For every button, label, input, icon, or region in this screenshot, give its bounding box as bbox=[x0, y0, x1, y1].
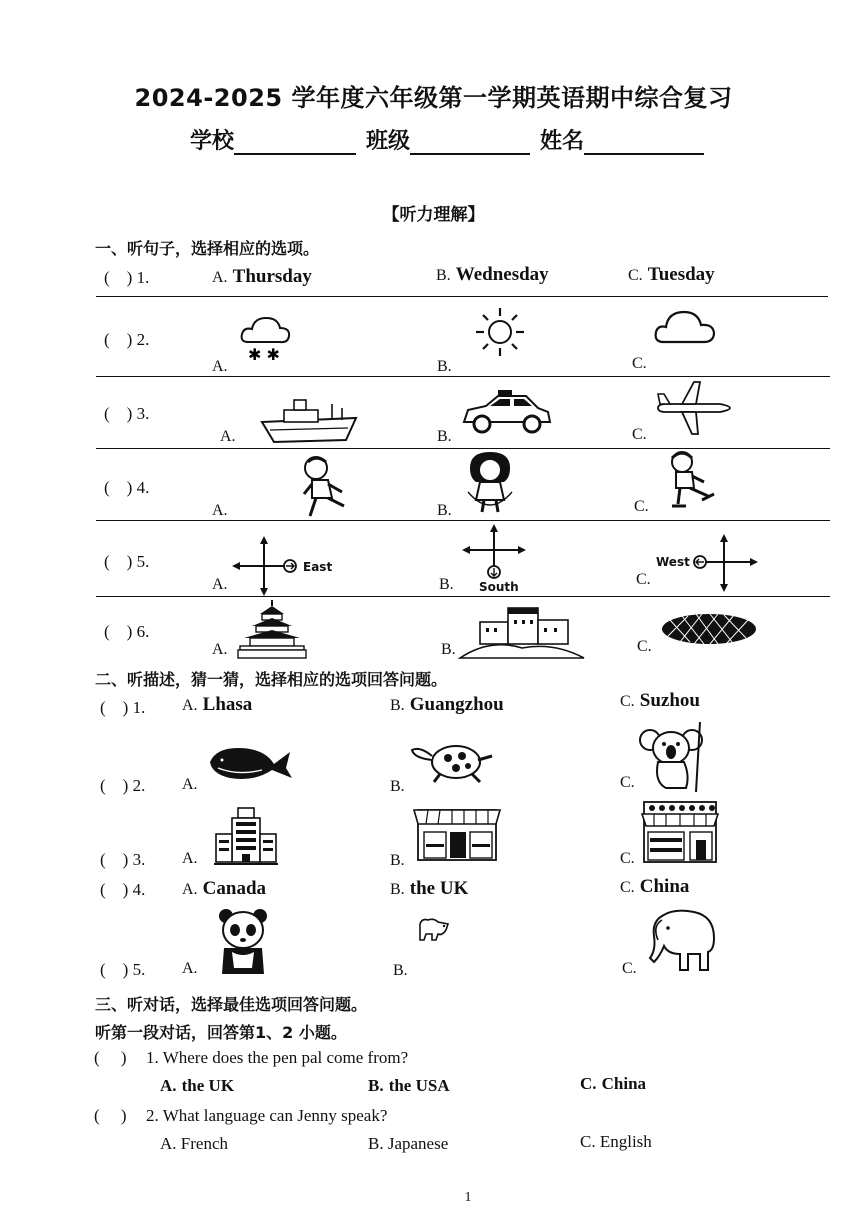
answer-paren: ( ) 2. bbox=[104, 330, 150, 349]
option-a-letter: A. bbox=[212, 502, 228, 519]
west-label: West bbox=[656, 555, 690, 569]
option-a-letter: A. bbox=[212, 576, 228, 593]
answer-paren: ( ) bbox=[94, 1106, 127, 1125]
option-c-letter: C. bbox=[622, 960, 637, 977]
option-b-letter: B. bbox=[437, 428, 452, 445]
south-label: South bbox=[479, 580, 519, 594]
option-b-letter: B. bbox=[441, 641, 456, 658]
skating-girl-icon bbox=[664, 450, 718, 508]
option-b-letter: B. bbox=[437, 358, 452, 375]
compass-east-icon bbox=[232, 536, 296, 596]
answer-paren: ( ) 4. bbox=[104, 478, 150, 497]
store-front-icon bbox=[640, 800, 720, 864]
row-divider bbox=[96, 448, 830, 449]
birds-nest-stadium-icon bbox=[660, 612, 758, 646]
class-label: 班级 bbox=[366, 129, 411, 154]
svg-text:✱ ✱: ✱ ✱ bbox=[248, 345, 280, 364]
option-c: C. Tuesday bbox=[628, 264, 715, 285]
page-number: 1 bbox=[464, 1190, 472, 1205]
row-divider bbox=[96, 296, 828, 297]
sun-icon bbox=[474, 306, 526, 358]
option-c-letter: C. bbox=[632, 355, 647, 372]
question-text: 1. Where does the pen pal come from? bbox=[146, 1048, 409, 1067]
option-c-letter: C. bbox=[634, 498, 649, 515]
option-a-letter: A. bbox=[182, 776, 198, 793]
answer-paren: ( ) 5. bbox=[100, 960, 146, 979]
option-c: C. China bbox=[580, 1074, 647, 1093]
option-b: B. the UK bbox=[390, 878, 469, 899]
taxi-icon bbox=[460, 388, 552, 438]
part2-instruction: 二、听描述，猜一猜，选择相应的选项回答问题。 bbox=[95, 670, 448, 689]
answer-paren: ( ) 3. bbox=[100, 850, 146, 869]
running-boy-icon bbox=[298, 454, 350, 518]
polar-bear-icon bbox=[416, 916, 452, 942]
option-c: C. China bbox=[620, 876, 690, 897]
option-c: C. Suzhou bbox=[620, 690, 700, 711]
option-c-letter: C. bbox=[636, 571, 651, 588]
option-c: C. English bbox=[580, 1132, 652, 1151]
option-c-letter: C. bbox=[632, 426, 647, 443]
part3-subinstruction: 听第一段对话，回答第1、2 小题。 bbox=[95, 1023, 347, 1042]
option-a: A. French bbox=[160, 1134, 228, 1153]
row-divider bbox=[96, 520, 830, 521]
row-divider bbox=[96, 376, 830, 377]
option-b-letter: B. bbox=[393, 962, 408, 979]
option-c-letter: C. bbox=[620, 850, 635, 867]
option-a-letter: A. bbox=[182, 850, 198, 867]
option-b-letter: B. bbox=[390, 852, 405, 869]
listening-heading: 【听力理解】 bbox=[382, 205, 485, 225]
temple-of-heaven-icon bbox=[238, 600, 306, 660]
panda-icon bbox=[218, 908, 268, 976]
snow-cloud-icon bbox=[240, 312, 292, 362]
east-label: East bbox=[303, 560, 333, 574]
answer-paren: ( ) 1. bbox=[100, 698, 146, 717]
whale-icon bbox=[208, 740, 294, 784]
option-b-letter: B. bbox=[437, 502, 452, 519]
page-title: 2024-2025 学年度六年级第一学期英语期中综合复习 bbox=[134, 84, 733, 112]
part1-instruction: 一、听句子，选择相应的选项。 bbox=[95, 239, 320, 258]
ship-icon bbox=[260, 396, 358, 446]
hospital-building-icon bbox=[214, 806, 278, 866]
shop-icon bbox=[414, 804, 500, 862]
name-label: 姓名 bbox=[540, 129, 585, 154]
option-c-letter: C. bbox=[620, 774, 635, 791]
school-label: 学校 bbox=[190, 129, 235, 154]
answer-paren: ( ) 3. bbox=[104, 404, 150, 423]
option-a-letter: A. bbox=[212, 641, 228, 658]
compass-south-icon bbox=[462, 524, 526, 582]
answer-paren: ( ) 1. bbox=[104, 268, 150, 287]
answer-paren: ( ) 2. bbox=[100, 776, 146, 795]
answer-paren: ( ) 5. bbox=[104, 552, 150, 571]
option-a: A. Canada bbox=[182, 878, 267, 899]
jumping-girl-icon bbox=[464, 452, 516, 514]
cloud-icon bbox=[654, 306, 716, 348]
class-blank bbox=[410, 131, 530, 155]
elephant-icon bbox=[644, 906, 716, 974]
school-blank bbox=[234, 131, 356, 155]
option-b: B. the USA bbox=[368, 1076, 450, 1095]
option-a-letter: A. bbox=[220, 428, 236, 445]
option-a: A. the UK bbox=[160, 1076, 235, 1095]
answer-paren: ( ) bbox=[94, 1048, 127, 1067]
option-a: A. Thursday bbox=[212, 266, 312, 287]
option-a-letter: A. bbox=[212, 358, 228, 375]
option-b: B. Guangzhou bbox=[390, 694, 504, 715]
potala-palace-icon bbox=[460, 602, 584, 660]
answer-paren: ( ) 6. bbox=[104, 622, 150, 641]
name-blank bbox=[584, 131, 704, 155]
airplane-icon bbox=[656, 380, 732, 436]
part3-instruction: 三、听对话，选择最佳选项回答问题。 bbox=[95, 995, 368, 1014]
option-a-letter: A. bbox=[182, 960, 198, 977]
row-divider bbox=[96, 596, 830, 597]
answer-paren: ( ) 4. bbox=[100, 880, 146, 899]
option-b-letter: B. bbox=[390, 778, 405, 795]
turtle-icon bbox=[410, 738, 496, 784]
koala-icon bbox=[640, 722, 706, 792]
option-c-letter: C. bbox=[637, 638, 652, 655]
student-info-line bbox=[190, 124, 714, 155]
question-text: 2. What language can Jenny speak? bbox=[146, 1106, 388, 1125]
option-b-letter: B. bbox=[439, 576, 454, 593]
option-a: A. Lhasa bbox=[182, 694, 253, 715]
option-b: B. Japanese bbox=[368, 1134, 449, 1153]
option-b: B. Wednesday bbox=[436, 264, 549, 285]
compass-west-icon bbox=[690, 534, 760, 592]
